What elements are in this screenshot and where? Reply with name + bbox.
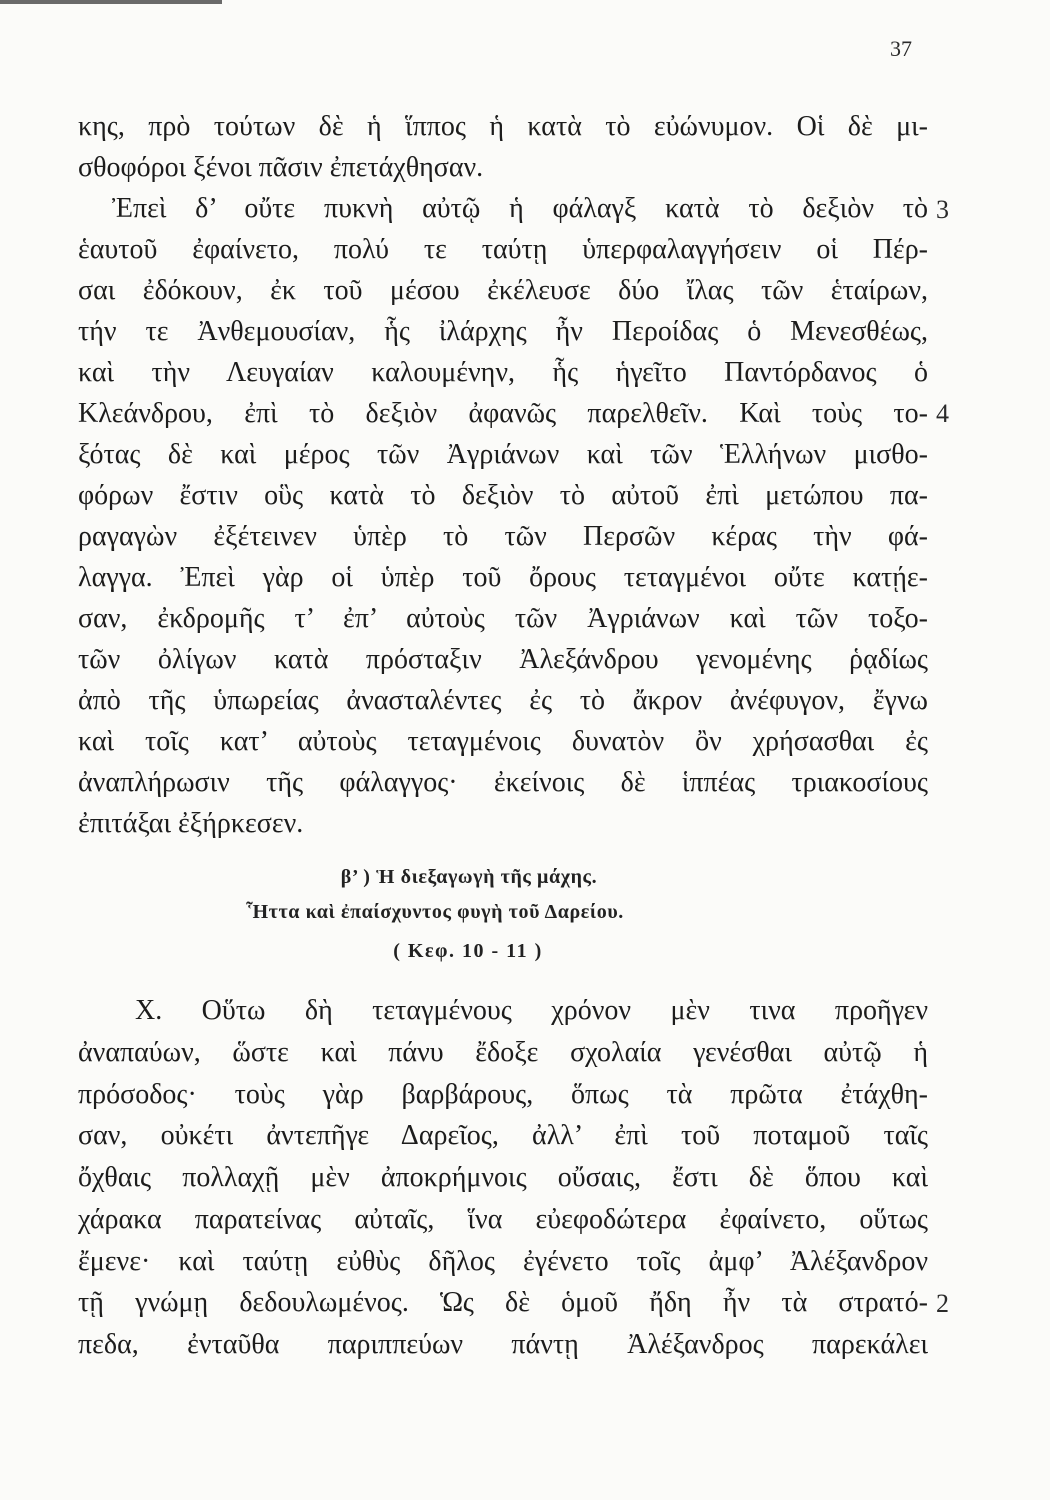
text-line: ξότας δὲ καὶ μέρος τῶν Ἀγριάνων καὶ τῶν Ἑλλήνων μισθο- — [78, 439, 928, 470]
text-line: πρόσοδος· τοὺς γὰρ βαρβάρους, ὅπως τὰ πρῶτα ἐτάχθη- — [78, 1078, 928, 1110]
section-subtitle: β’ ) Ἡ διεξαγωγὴ τῆς μάχης. — [340, 866, 598, 888]
text-line: ἑαυτοῦ ἐφαίνετο, πολύ τε ταύτῃ ὑπερφαλαγγήσειν οἱ Πέρ- — [78, 234, 928, 265]
text-line: ἀναπαύων, ὥστε καὶ πάνυ ἔδοξε σχολαία γενέσθαι αὐτῷ ἡ — [78, 1036, 928, 1068]
text-line: πεδα, ἐνταῦθα παριππεύων πάντῃ Ἀλέξανδρος παρεκάλει — [78, 1329, 928, 1360]
text-line: τῶν ὀλίγων κατὰ πρόσταξιν Ἀλεξάνδρου γενομένης ῥᾳδίως — [78, 644, 928, 675]
text-line: ἔμενε· καὶ ταύτῃ εὐθὺς δῆλος ἐγένετο τοῖς ἀμφ’ Ἀλέξανδρον — [78, 1245, 928, 1277]
text-line: σαν, οὐκέτι ἀντεπῆγε Δαρεῖος, ἀλλ’ ἐπὶ τοῦ ποταμοῦ ταῖς — [78, 1120, 928, 1152]
text-line: καὶ τοῖς κατ’ αὐτοὺς τεταγμένοις δυνατὸν ὂν χρήσασθαι ἐς — [78, 726, 928, 757]
text-line: ὄχθαις πολλαχῇ μὲν ἀποκρήμνοις οὔσαις, ἔστι δὲ ὅπου καὶ — [78, 1162, 928, 1193]
margin-section-number: 2 — [936, 1289, 949, 1318]
section-title: Ἧττα καὶ ἐπαίσχυντος φυγὴ τοῦ Δαρείου. — [246, 901, 624, 923]
chapter-reference: ( Κεφ. 10 - 11 ) — [393, 940, 543, 962]
text-line: λαγγα. Ἐπεὶ γὰρ οἱ ὑπὲρ τοῦ ὄρους τεταγμένοι οὔτε κατῄε- — [78, 562, 928, 593]
text-line: ἀναπλήρωσιν τῆς φάλαγγος· ἐκείνοις δὲ ἱππέας τριακοσίους — [78, 767, 928, 798]
text-line: ραγαγὼν ἐξέτεινεν ὑπὲρ τὸ τῶν Περσῶν κέρας τὴν φά- — [78, 521, 928, 552]
text-line: Ἐπεὶ δ’ οὔτε πυκνὴ αὐτῷ ἡ φάλαγξ κατὰ τὸ δεξιὸν τὸ — [112, 193, 928, 224]
scan-edge-line — [0, 0, 222, 4]
margin-section-number: 4 — [936, 399, 949, 428]
text-line: σαν, ἐκδρομῆς τ’ ἐπ’ αὐτοὺς τῶν Ἀγριάνων καὶ τῶν τοξο- — [78, 603, 928, 634]
page-number: 37 — [890, 36, 912, 61]
text-line: σαι ἐδόκουν, ἐκ τοῦ μέσου ἐκέλευσε δύο ἴλας τῶν ἑταίρων, — [78, 275, 928, 306]
text-line: Κλεάνδρου, ἐπὶ τὸ δεξιὸν ἀφανῶς παρελθεῖν. Καὶ τοὺς το- — [78, 398, 928, 429]
text-line: σθοφόροι ξένοι πᾶσιν ἐπετάχθησαν. — [78, 152, 484, 183]
text-line: ἀπὸ τῆς ὑπωρείας ἀνασταλέντες ἐς τὸ ἄκρον ἀνέφυγον, ἔγνω — [78, 685, 928, 716]
text-line: ἐπιτάξαι ἐξήρκεσεν. — [78, 808, 304, 839]
text-line: κης, πρὸ τούτων δὲ ἡ ἵππος ἡ κατὰ τὸ εὐώνυμον. Οἱ δὲ μι- — [78, 111, 928, 142]
paragraph-2 — [78, 990, 928, 1366]
text-line: X. Οὕτω δὴ τεταγμένους χρόνον μὲν τινα προῆγεν — [135, 995, 928, 1026]
margin-section-number: 3 — [936, 195, 949, 224]
paragraph-1 — [78, 106, 928, 844]
text-line: καὶ τὴν Λευγαίαν καλουμένην, ἧς ἡγεῖτο Παντόρδανος ὁ — [78, 357, 928, 388]
text-line: τήν τε Ἀνθεμουσίαν, ἧς ἰλάρχης ἦν Περοίδας ὁ Μενεσθέως, — [78, 316, 928, 347]
text-line: χάρακα παρατείνας αὐταῖς, ἵνα εὐεφοδώτερα ἐφαίνετο, οὕτως — [78, 1203, 928, 1235]
text-line: τῇ γνώμῃ δεδουλωμένος. Ὡς δὲ ὁμοῦ ἤδη ἦν τὰ στρατό- — [78, 1287, 928, 1319]
text-line: φόρων ἔστιν οὓς κατὰ τὸ δεξιὸν τὸ αὐτοῦ ἐπὶ μετώπου πα- — [78, 480, 928, 511]
